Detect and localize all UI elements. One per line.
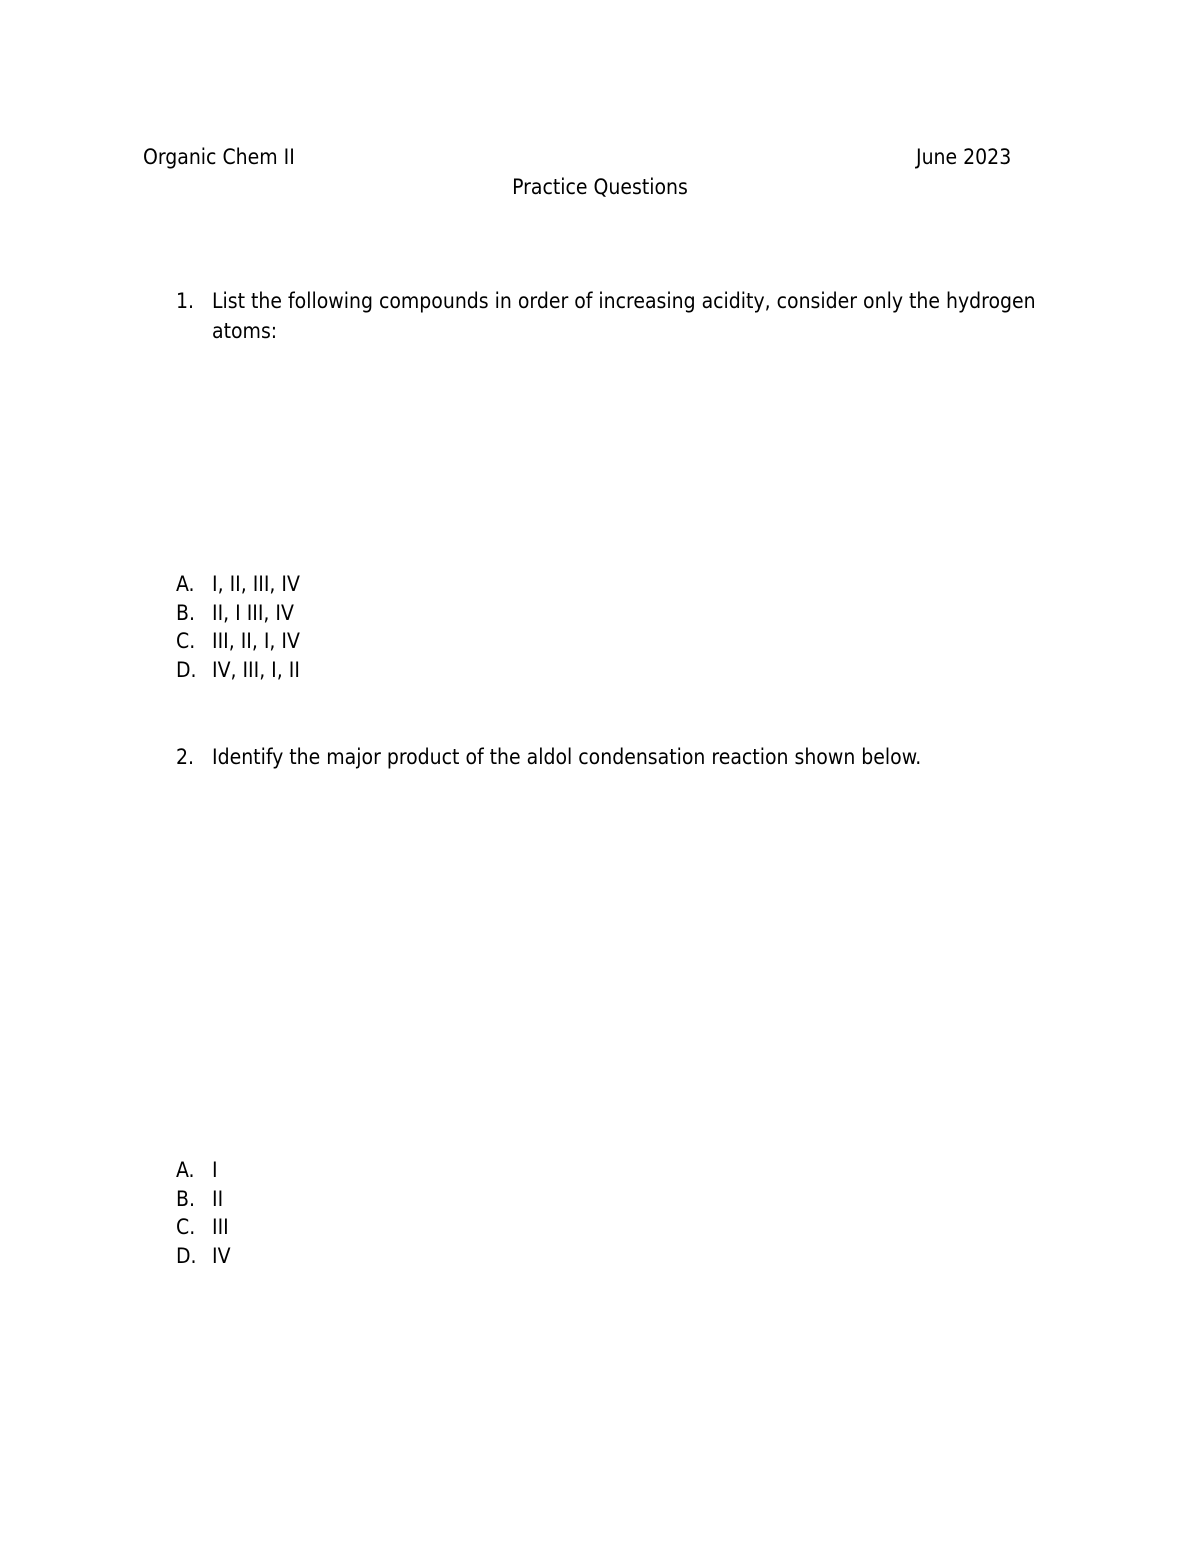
option-value: II	[212, 1187, 224, 1211]
option-letter: D.	[176, 1244, 197, 1268]
answer-option	[176, 1242, 231, 1270]
option-value: III, II, I, IV	[212, 629, 300, 653]
course-name: Organic Chem II	[143, 145, 295, 169]
page-title: Practice Questions	[512, 175, 688, 199]
answer-option	[176, 1156, 218, 1184]
question-text: Identify the major product of the aldol condensation reaction shown below.	[212, 745, 922, 769]
option-value: II, I III, IV	[212, 601, 294, 625]
option-letter: A.	[176, 572, 195, 596]
option-letter: B.	[176, 1187, 195, 1211]
option-value: IV, III, I, II	[212, 658, 300, 682]
question-number: 2.	[176, 745, 195, 769]
option-letter: C.	[176, 629, 196, 653]
answer-option	[176, 570, 300, 598]
option-letter: B.	[176, 601, 195, 625]
option-letter: A.	[176, 1158, 195, 1182]
option-letter: D.	[176, 658, 197, 682]
question-number: 1.	[176, 289, 195, 313]
exam-date: June 2023	[916, 145, 1012, 169]
answer-option	[176, 1185, 223, 1213]
option-letter: C.	[176, 1215, 196, 1239]
option-value: I	[212, 1158, 218, 1182]
answer-option	[176, 1213, 229, 1241]
option-value: III	[212, 1215, 229, 1239]
answer-option	[176, 627, 300, 655]
question-text: List the following compounds in order of increasing acidity, consider only the hydrogen atoms:	[212, 289, 1036, 343]
answer-option	[176, 599, 294, 627]
option-value: IV	[212, 1244, 231, 1268]
answer-option	[176, 656, 300, 684]
option-value: I, II, III, IV	[212, 572, 300, 596]
